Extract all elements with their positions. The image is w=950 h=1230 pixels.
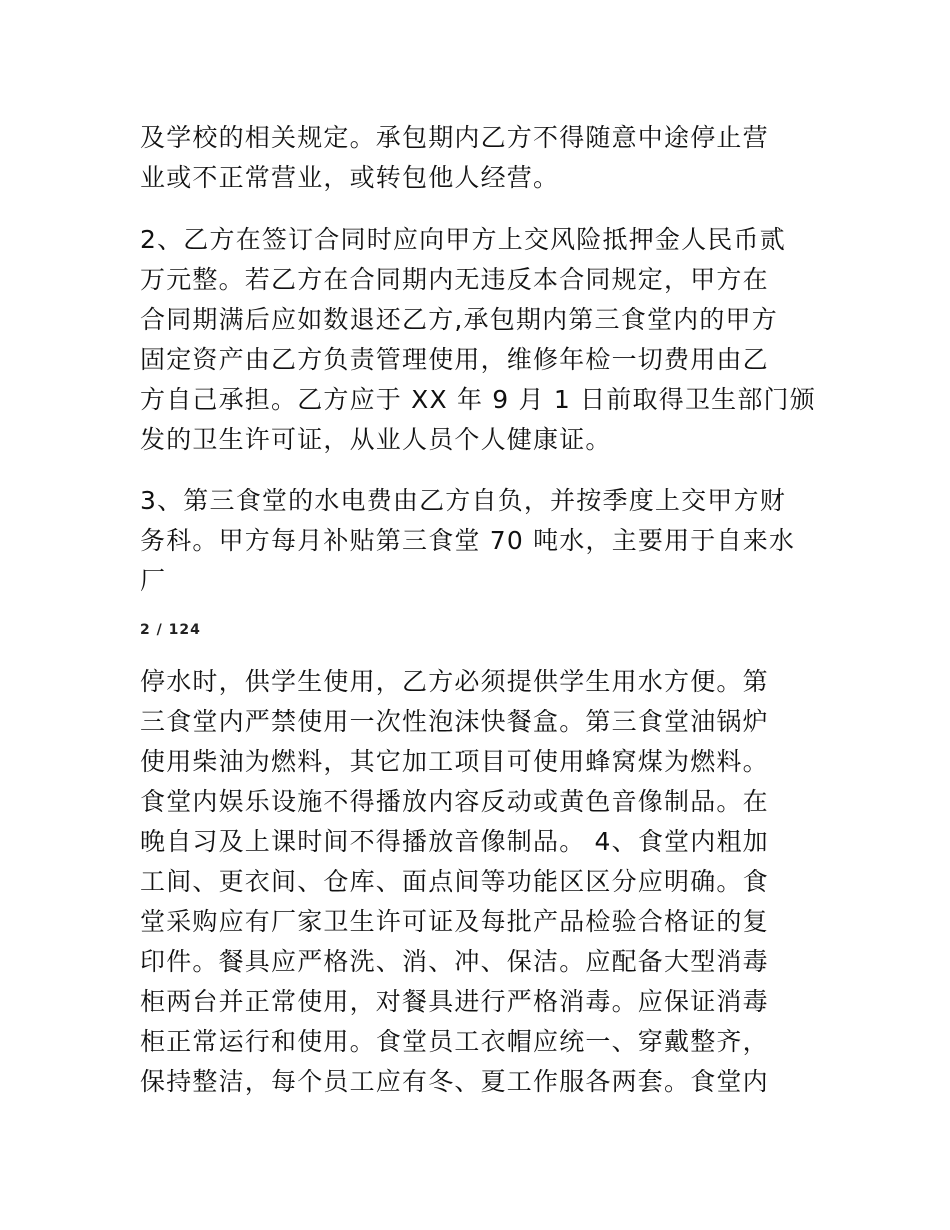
text-line: 3、第三食堂的水电费由乙方自负，并按季度上交甲方财 — [140, 486, 786, 515]
text-line: 厂 — [140, 566, 167, 595]
text-line: 工间、更衣间、仓库、面点间等功能区区分应明确。食 — [140, 867, 769, 896]
text-line: 方自己承担。乙方应于 XX 年 9 月 1 日前取得卫生部门颁 — [140, 385, 816, 414]
text-line: 晚自习及上课时间不得播放音像制品。 4、食堂内粗加 — [140, 827, 769, 856]
text-line: 发的卫生许可证，从业人员个人健康证。 — [140, 425, 612, 454]
page-indicator: 2 / 124 — [140, 622, 201, 638]
text-line: 万元整。若乙方在合同期内无违反本合同规定，甲方在 — [140, 265, 769, 294]
paragraph-clause-3 — [140, 481, 812, 601]
text-line: 停水时，供学生使用，乙方必须提供学生用水方便。第 — [140, 667, 769, 696]
text-line: 2、乙方在签订合同时应向甲方上交风险抵押金人民币贰 — [140, 225, 786, 254]
text-line: 及学校的相关规定。承包期内乙方不得随意中途停止营 — [140, 123, 769, 152]
text-line: 固定资产由乙方负责管理使用，维修年检一切费用由乙 — [140, 345, 769, 374]
paragraph-clause-2 — [140, 220, 816, 460]
text-line: 堂采购应有厂家卫生许可证及每批产品检验合格证的复 — [140, 907, 769, 936]
text-line: 务科。甲方每月补贴第三食堂 70 吨水，主要用于自来水 — [140, 526, 796, 555]
text-line: 三食堂内严禁使用一次性泡沫快餐盒。第三食堂油锅炉 — [140, 707, 769, 736]
text-line: 印件。餐具应严格洗、消、冲、保洁。应配备大型消毒 — [140, 947, 769, 976]
text-line: 业或不正常营业，或转包他人经营。 — [140, 163, 560, 192]
paragraph-clause-3-continued — [140, 662, 812, 1102]
text-line: 保持整洁，每个员工应有冬、夏工作服各两套。食堂内 — [140, 1067, 769, 1096]
text-line: 使用柴油为燃料，其它加工项目可使用蜂窝煤为燃料。 — [140, 747, 769, 776]
text-line: 食堂内娱乐设施不得播放内容反动或黄色音像制品。在 — [140, 787, 769, 816]
text-line: 合同期满后应如数退还乙方,承包期内第三食堂内的甲方 — [140, 305, 778, 334]
text-line: 柜两台并正常使用，对餐具进行严格消毒。应保证消毒 — [140, 987, 769, 1016]
text-line: 柜正常运行和使用。食堂员工衣帽应统一、穿戴整齐， — [140, 1027, 769, 1056]
paragraph-continuation — [140, 118, 812, 198]
